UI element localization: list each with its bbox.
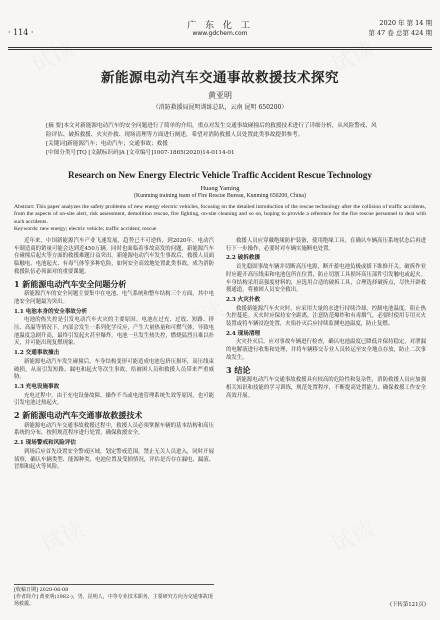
volume-line: 第 47 卷 总第 424 期 [368,29,432,37]
body-paragraph: 火灾扑灭后，应对事故车辆进行检查，确认电池温度已降低并保持稳定，对泄漏的电解液进行收集和处理，并将车辆移交专业人员转运至安全地点存放，防止二次事故发生。 [226,339,426,361]
section-heading: 2.2 破拆救援 [226,255,261,262]
abstract-line: 险评估、破拆救援、火灾扑救、现场清理等方面进行阐述，希望对消防救援人员处置此类事故提供参考。 [46,132,304,138]
section-heading: 2 新能源电动汽车交通事故救援技术 [14,410,143,421]
section-heading: 1 新能源电动汽车安全问题分析 [14,278,127,289]
body-paragraph: 首先稳固事故车辆并切断高压电源，断开蓄电池负极或拔下维修开关。破拆作业时应避开高压线束和电池包所在位置，防止切割工具损坏高压部件引发触电或起火。车身结构采用高强度材料的，应选用合适的破拆工具，合理选择破拆点，尽快开辟救援通道，将被困人员安全救出。 [226,264,426,294]
body-paragraph: 新能源电动汽车交通事故救援具有较高的危险性和复杂性，消防救援人员应加强相关知识和技能的学习训练，规范处置程序，不断提高处置能力，确保救援工作安全高效开展。 [226,377,426,399]
english-affiliation: (Kunming training team of Fire Rescue Bureau, Kunming 650200, China) [134,193,306,199]
received-date: [收稿日期] 2020-06-08 [14,587,69,593]
affiliation: （消防救援局昆明训练总队，云南 昆明 650200） [152,104,288,111]
english-abstract-text: Abstract: This paper analyzes the safety problems of new energy electric vehicles, focusing on the detailed introduction of the rescue technology after the collision of traffic accidents, from the aspects of on-site alert, risk assessment, demolition rescue, fire fighting, on-site cleaning and so on, hoping to provide a reference for the fire rescue personnel to deal with such accidents. [14,204,426,225]
body-right-column [226,238,426,401]
english-abstract [14,204,426,234]
section-heading: 2.3 火灾扑救 [226,296,261,303]
body-paragraph: 到场后应首先设置安全警戒区域，划定警戒范围，禁止无关人员进入，同时开展侦察，确认车辆类型、能源种类、电池位置及受损情况，评估是否存在漏电、漏液、冒烟和起火等风险。 [14,448,214,471]
body-paragraph: 救援新能源汽车火灾时，应采用大量的水进行持续冷却，控制电池温度，阻止热失控蔓延。灭火时应保持安全距离，注意防范爆炸和有毒烟气，必要时使用专用灭火装置或将车辆浸泡处置，火焰扑灭后应持续监测电池温度，防止复燃。 [226,305,426,328]
author: 黄亚明 [208,91,232,100]
body-paragraph: 救援人员应穿戴绝缘防护装备，使用绝缘工具，在确认车辆高压系统状态后再进行下一步操作，必要时对车辆实施断电处置。 [226,238,426,252]
section-heading: 1.1 电池本身的安全事故分析 [14,308,88,315]
section-heading: 1.3 充电设施事故 [14,383,60,390]
english-title: Research on New Energy Electric Vehicle Traffic Accident Rescue Technology [68,170,372,180]
section-heading: 1.2 交通事故撞击 [14,350,60,357]
section-heading: 2.4 现场清理 [226,330,261,337]
body-paragraph: 新能源电动汽车发生碰撞后，车身结构变形可能造成电池包挤压损坏，高压线束破损，从而引发短路、漏电和起火等次生事故，给被困人员和救援人员带来严重威胁。 [14,358,214,381]
page-number: · 114 · [8,28,34,37]
abstract-cn [46,122,394,158]
body-paragraph: 新能源电动汽车交通事故救援过程中，救援人员必须掌握车辆的基本结构和高压系统的分布，按照规范程序进行处置，确保救援安全。 [14,422,214,437]
body-left-column [14,238,214,473]
author-bio: [作者简介] 黄亚明(1982-)，男，昆明人，中等专业技术职务，主要研究方向为交通事故现场救援。 [14,594,213,607]
section-heading: 2.1 现场警戒和风险评估 [14,440,77,447]
watermark: 试读 [27,36,79,78]
english-keywords: Keywords: new energy; electric vehicle; traffic accident; rescue [14,226,157,233]
watermark: 试读 [37,516,89,558]
body-paragraph: 电池的热失控是引发电动汽车火灾的主要原因。电池在过充、过放、短路、挤压、高温等情况下，内部会发生一系列化学反应，产生大量热量和可燃气体，导致电池温度急剧升高，最终引发起火甚至爆炸。电池一旦发生热失控，燃烧猛烈且难以扑灭，并可能出现复燃现象。 [14,317,214,347]
header-rule [8,49,432,50]
journal-website: www.gdchem.com [192,30,248,37]
section-heading: 3 结论 [226,364,251,375]
classification-line: [中图分类号]TQ [文献标识码]A [文章编号]1007-1865(2020)14-0114-01 [46,150,235,156]
issue-info [368,18,432,38]
footnote [14,584,214,608]
body-paragraph: 充电过程中，由于充电设备故障、操作不当或电池管理系统失效等原因，也可能引发电池过热起火。 [14,392,214,407]
watermark: 试读 [327,36,379,78]
body-paragraph: 近年来，中国新能源汽车产业飞速发展，趋势已不可逆转，到2020年，电动汽车制造商的销量可能会达到近450万辆。同时也面临着事故高发的问题，新能源汽车在碰撞后起火等方面的救援难题日益突出。新能源电动汽车发生事故后，救援人员面临触电、电池起火、有毒气体等多种危险，如何安全高效地处置此类事故，成为消防救援队伍必须面对的重要课题。 [14,238,214,275]
watermark: 试读 [177,296,229,338]
header-rule [8,47,432,48]
issue-line: 2020 年 第 14 期 [379,19,432,27]
continued-note: (下转第121页) [389,602,426,608]
running-header [8,14,432,46]
keywords-line: [关键词]新能源汽车；电动汽车；交通事故；救援 [46,141,168,147]
watermark: 试读 [327,516,379,558]
abstract-line: [摘 要]本文对新能源电动汽车的安全问题进行了简单的介绍，重点对发生交通事故碰撞后的救援技术进行了详细分析，从风险警戒、风 [46,123,377,129]
english-author: Huang Yaming [200,185,240,192]
paper-title: 新能源电动汽车交通事故救援技术探究 [101,70,339,86]
journal-name: 广 东 化 工 [187,21,253,31]
body-paragraph: 新能源汽车的安全问题主要集中在电池、电气系统和整车结构三个方面，其中电池安全问题最为突出。 [14,291,214,305]
